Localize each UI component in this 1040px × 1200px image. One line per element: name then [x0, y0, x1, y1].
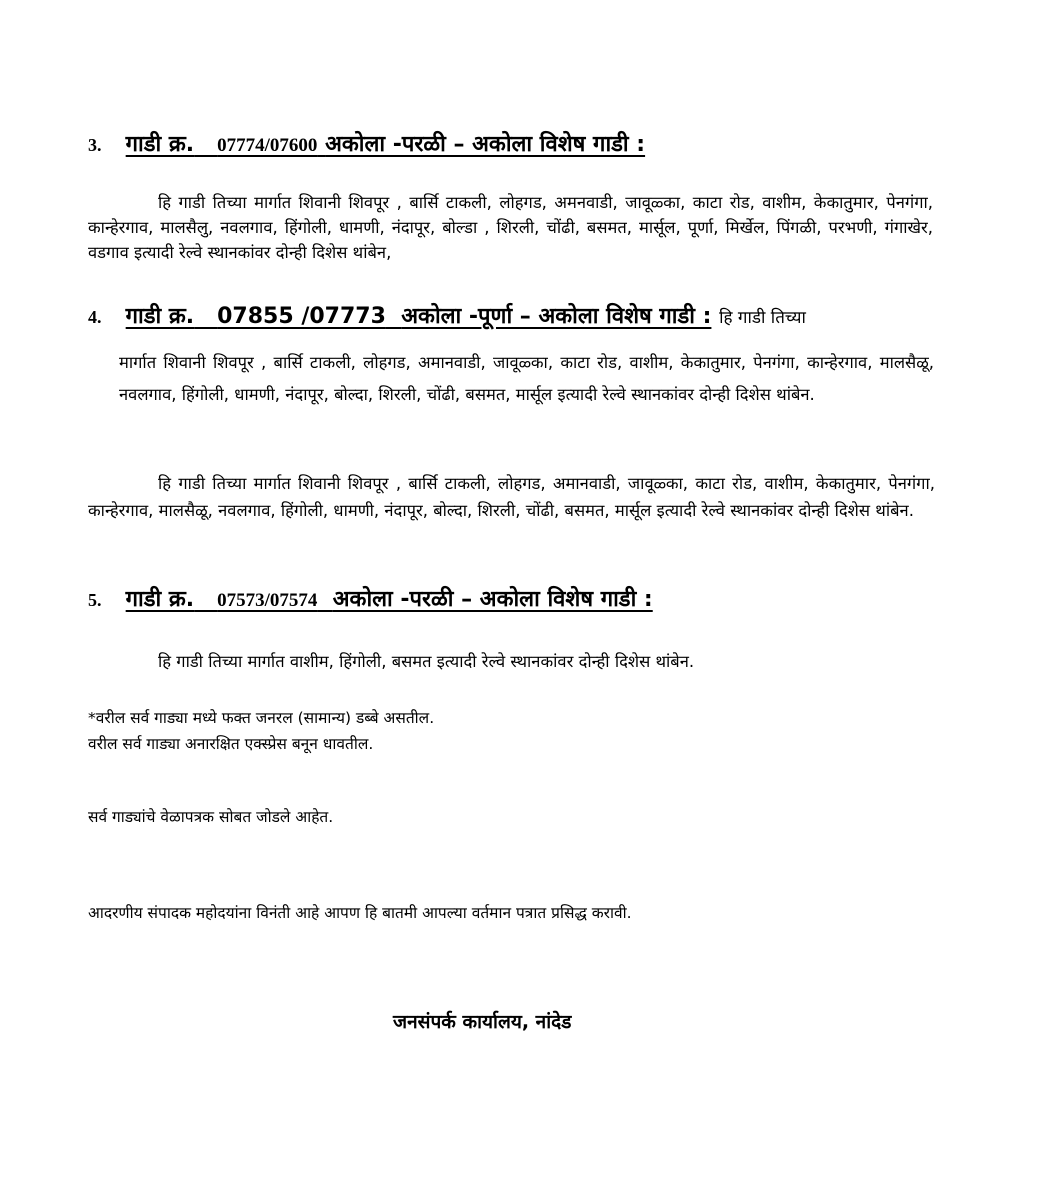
section-number: 4. — [88, 307, 102, 327]
section-number: 3. — [88, 135, 102, 155]
train-number: 07573/07574 — [217, 590, 318, 611]
section-3-paragraph — [88, 190, 933, 265]
section-number: 5. — [88, 590, 102, 610]
train-label: गाडी क्र. — [125, 587, 195, 612]
stoppage-text: हि गाडी तिच्या मार्गात शिवानी शिवपूर , बार्सि टाकली, लोहगड, अमनवाडी, जावूळ्का, काटा रोड, वाशीम, केकातुमार, पेनगंगा, कान्हेरगाव, मालसैलु, नवलगाव, हिंगोली, धामणी, नंदापूर, बोल्डा , शिरली, चोंढी, बसमत, मार्सूल, पूर्णा, मिर्खेल, पिंगळी, परभणी, गंगाखेर, वडगाव इत्यादी रेल्वे स्थानकांवर दोन्ही दिशेस थांबेन, — [88, 193, 933, 262]
train-route: अकोला -परळी – अकोला विशेष गाडी : — [332, 587, 653, 612]
editor-request-note: आदरणीय संपादक महोदयांना विनंती आहे आपण हि बातमी आपल्या वर्तमान पत्रात प्रसिद्ध करावी. — [88, 904, 632, 922]
section-3-heading — [88, 130, 645, 161]
general-coach-note: *वरील सर्व गाड्या मध्ये फक्त जनरल (सामान्य) डब्बे असतील. — [88, 709, 435, 727]
section-4-paragraph-2 — [88, 470, 935, 524]
timetable-note: सर्व गाड्यांचे वेळापत्रक सोबत जोडले आहेत. — [88, 808, 334, 826]
train-route: अकोला -पूर्णा – अकोला विशेष गाडी : — [401, 304, 712, 329]
train-label: गाडी क्र. — [125, 304, 195, 329]
train-number: 07855 /07773 — [217, 304, 386, 329]
stoppage-text: हि गाडी तिच्या मार्गात शिवानी शिवपूर , बार्सि टाकली, लोहगड, अमानवाडी, जावूळ्का, काटा रोड, वाशीम, केकातुमार, पेनगंगा, कान्हेरगाव, मालसैळू, नवलगाव, हिंगोली, धामणी, नंदापूर, बोल्दा, शिरली, चोंढी, बसमत, मार्सूल इत्यादी रेल्वे स्थानकांवर दोन्ही दिशेस थांबेन. — [88, 474, 935, 520]
section-4-paragraph — [119, 347, 934, 411]
train-label: गाडी क्र. — [125, 132, 195, 157]
train-route: अकोला -परळी – अकोला विशेष गाडी : — [325, 132, 646, 157]
stoppage-text: हि गाडी तिच्या मार्गात वाशीम, हिंगोली, बसमत इत्यादी रेल्वे स्थानकांवर दोन्ही दिशेस थांबेन. — [158, 652, 695, 671]
train-number: 07774/07600 — [217, 135, 318, 156]
section-title — [126, 587, 653, 612]
unreserved-express-note: वरील सर्व गाड्या अनारक्षित एक्स्प्रेस बनून धावतील. — [88, 735, 374, 753]
section-5-heading — [88, 585, 653, 616]
section-title — [126, 304, 712, 329]
stoppage-text: मार्गात शिवानी शिवपूर , बार्सि टाकली, लोहगड, अमानवाडी, जावूळ्का, काटा रोड, वाशीम, केकातुमार, पेनगंगा, कान्हेरगाव, मालसैळू, नवलगाव, हिंगोली, धामणी, नंदापूर, बोल्दा, शिरली, चोंढी, बसमत, मार्सूल इत्यादी रेल्वे स्थानकांवर दोन्ही दिशेस थांबेन. — [119, 353, 934, 404]
route-tail-text: हि गाडी तिच्या — [719, 308, 806, 328]
section-5-paragraph — [88, 650, 935, 674]
signature: जनसंपर्क कार्यालय, नांदेड — [393, 1011, 572, 1033]
section-title — [126, 132, 645, 157]
section-4-heading — [88, 302, 806, 333]
